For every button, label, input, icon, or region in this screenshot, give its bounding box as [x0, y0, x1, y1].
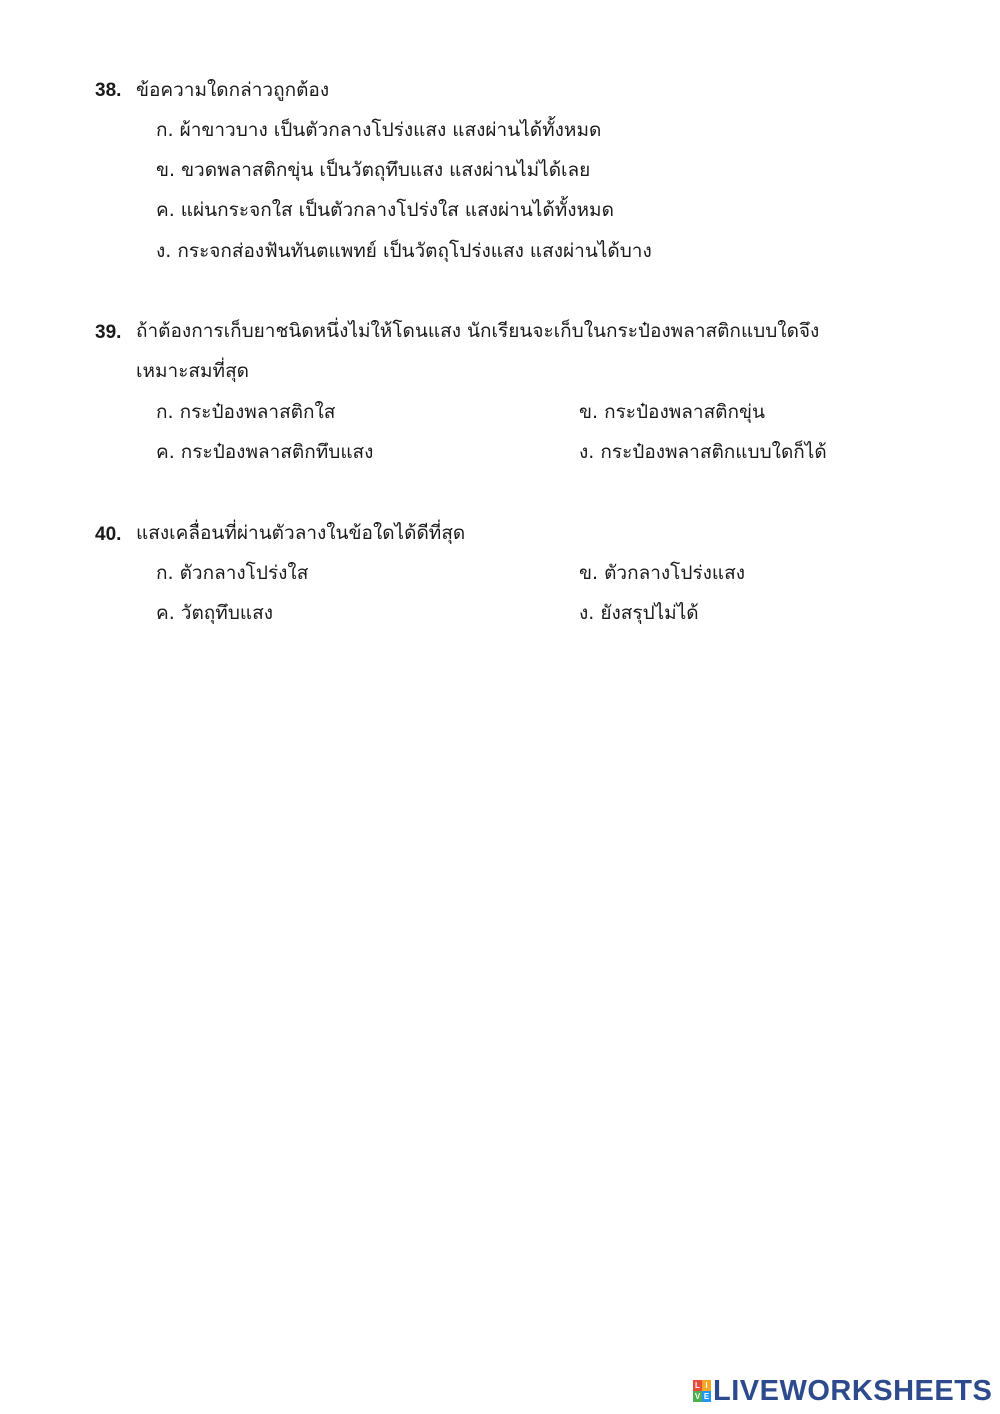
question-38-option-a[interactable]: ก. ผ้าขาวบาง เป็นตัวกลางโปร่งแสง แสงผ่านได้ทั้งหมด — [156, 119, 602, 141]
liveworksheets-logo — [693, 1376, 992, 1406]
question-40-number: 40. — [95, 524, 122, 545]
question-39-option-d[interactable]: ง. กระป๋องพลาสติกแบบใดก็ได้ — [579, 441, 827, 463]
liveworksheets-wordmark: LIVEWORKSHEETS — [713, 1374, 993, 1407]
question-40-option-c[interactable]: ค. วัตถุทึบแสง — [156, 602, 274, 624]
question-39-text-line-1: ถ้าต้องการเก็บยาชนิดหนึ่งไม่ให้โดนแสง นักเรียนจะเก็บในกระป๋องพลาสติกแบบใดจึง — [136, 320, 820, 342]
question-38-option-b[interactable]: ข. ขวดพลาสติกขุ่น เป็นวัตถุทึบแสง แสงผ่านไม่ได้เลย — [156, 159, 591, 181]
question-39-number: 39. — [95, 322, 122, 343]
question-39-option-c[interactable]: ค. กระป๋องพลาสติกทึบแสง — [156, 441, 374, 463]
question-39-text-line-2: เหมาะสมที่สุด — [136, 360, 249, 382]
question-40-text: แสงเคลื่อนที่ผ่านตัวลางในข้อใดได้ดีที่สุด — [136, 522, 466, 544]
question-40-option-d[interactable]: ง. ยังสรุปไม่ได้ — [579, 602, 699, 624]
logo-icon-letter-l: L — [693, 1380, 702, 1391]
logo-icon-letter-i: I — [702, 1380, 711, 1391]
question-39-option-b[interactable]: ข. กระป๋องพลาสติกขุ่น — [579, 401, 765, 423]
question-39-option-a[interactable]: ก. กระป๋องพลาสติกใส — [156, 401, 336, 423]
question-40-option-b[interactable]: ข. ตัวกลางโปร่งแสง — [579, 562, 746, 584]
question-38-option-c[interactable]: ค. แผ่นกระจกใส เป็นตัวกลางโปร่งใส แสงผ่านได้ทั้งหมด — [156, 199, 614, 221]
question-38-number: 38. — [95, 80, 122, 101]
question-40-option-a[interactable]: ก. ตัวกลางโปร่งใส — [156, 562, 309, 584]
question-38-option-d[interactable]: ง. กระจกส่องฟันทันตแพทย์ เป็นวัตถุโปร่งแสง แสงผ่านได้บาง — [156, 240, 652, 262]
question-38-text: ข้อความใดกล่าวถูกต้อง — [136, 79, 330, 101]
logo-icon-letter-v: V — [694, 1392, 701, 1401]
logo-icon-letter-e: E — [703, 1392, 710, 1401]
liveworksheets-icon — [693, 1380, 711, 1402]
